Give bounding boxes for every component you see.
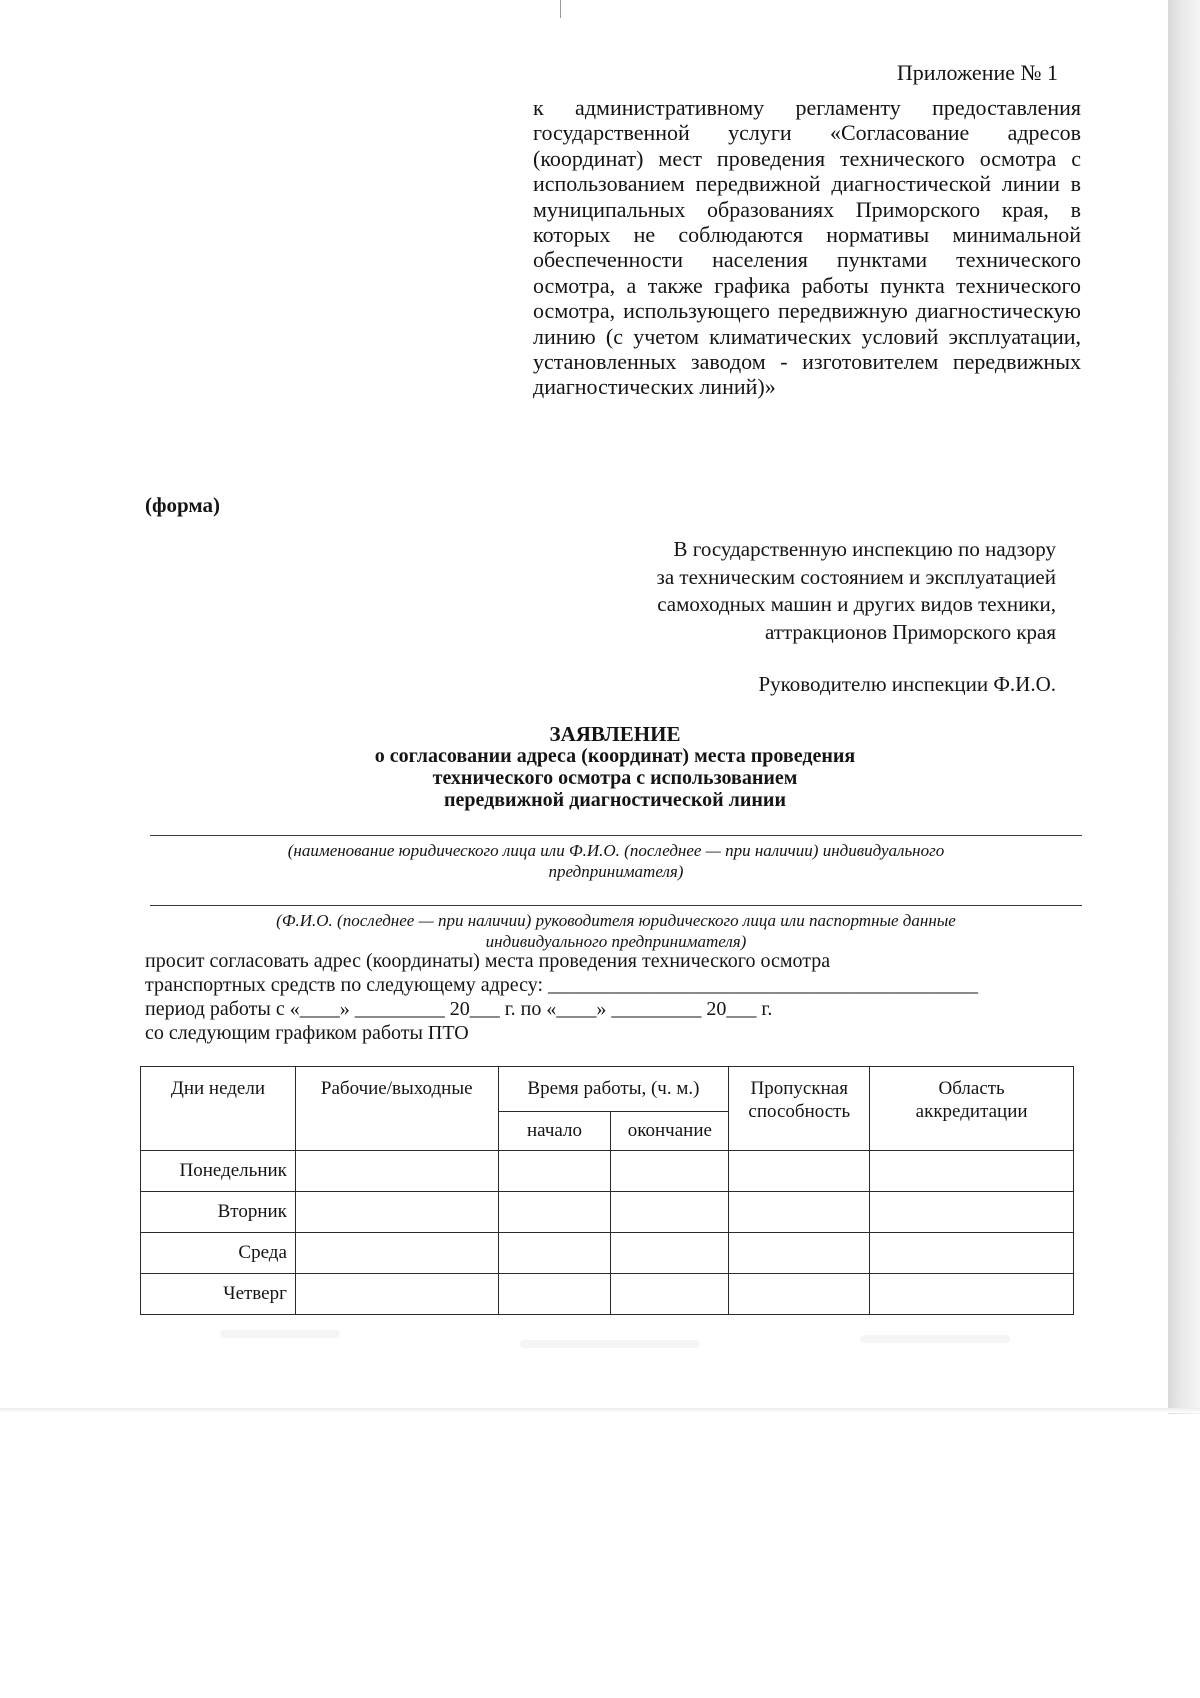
schedule-intro: со следующим графиком работы ПТО: [145, 1022, 469, 1044]
title-main: ЗАЯВЛЕНИЕ: [549, 722, 681, 746]
annex-line: диагностической линии в муниципальных: [533, 171, 1081, 222]
end-cell[interactable]: [611, 1233, 729, 1274]
addressee-line: В государственную инспекцию по надзору: [673, 537, 1056, 561]
annex-line: обеспеченности населения пунктами технического: [533, 247, 1081, 273]
annex-line: установленных заводом - изготовителем: [533, 349, 939, 375]
addressee-line: за техническим состоянием и эксплуатацией: [656, 564, 1056, 589]
scan-noise: [860, 1335, 1010, 1343]
day-cell: Понедельник: [141, 1151, 296, 1192]
capacity-cell[interactable]: [729, 1192, 870, 1233]
addressee-line: аттракционов Приморского края: [765, 619, 1056, 644]
caption-line: (Ф.И.О. (последнее — при наличии) руководителя юридического лица или паспортные данные: [276, 911, 956, 930]
caption-line: индивидуального предпринимателя): [485, 932, 747, 951]
scan-edge-bottom: [0, 1408, 1200, 1413]
annex-line: к административному регламенту предоставления: [533, 95, 1081, 120]
header-workday: Рабочие/выходные: [295, 1067, 498, 1151]
head-caption: [150, 910, 1082, 952]
table-row: [141, 1151, 1074, 1192]
head-line: [150, 905, 1082, 906]
scan-mark: [560, 0, 561, 18]
table-row: [141, 1274, 1074, 1315]
address-line: транспортных средств по следующему адресу: ___________________________________________: [145, 974, 979, 996]
annex-description: [533, 95, 1081, 400]
applicant-caption: [150, 840, 1082, 882]
title-sub: передвижной диагностической линии: [444, 789, 786, 811]
annex-line: технического осмотра, использующего: [533, 272, 1081, 324]
workday-cell[interactable]: [295, 1192, 498, 1233]
accreditation-cell[interactable]: [870, 1151, 1074, 1192]
annex-number: Приложение № 1: [896, 60, 1058, 85]
annex-line: (координат) мест проведения технического: [533, 145, 965, 171]
header-start: начало: [498, 1112, 611, 1151]
document-title: [0, 723, 1200, 811]
addressee-block: [536, 536, 1056, 699]
annex-line: соблюдаются нормативы минимальной: [678, 222, 1081, 248]
day-cell: Среда: [141, 1233, 296, 1274]
header-capacity: [729, 1067, 870, 1151]
start-cell[interactable]: [498, 1192, 611, 1233]
day-cell: Четверг: [141, 1274, 296, 1315]
title-sub: о согласовании адреса (координат) места проведения: [374, 745, 856, 767]
end-cell[interactable]: [611, 1274, 729, 1315]
header-time: Время работы, (ч. м.): [498, 1067, 729, 1112]
scan-noise: [520, 1340, 700, 1348]
schedule-table: [140, 1066, 1074, 1315]
annex-line: передвижных диагностических линий)»: [533, 349, 1081, 400]
header-accreditation-line: Область: [938, 1078, 1005, 1099]
header-accreditation: [870, 1067, 1074, 1151]
accreditation-cell[interactable]: [870, 1274, 1074, 1315]
workday-cell[interactable]: [295, 1151, 498, 1192]
title-sub: технического осмотра с использованием: [432, 767, 798, 789]
header-end: окончание: [611, 1112, 729, 1151]
capacity-cell[interactable]: [729, 1274, 870, 1315]
header-accreditation-line: аккредитации: [915, 1101, 1028, 1122]
scan-noise: [220, 1330, 340, 1338]
scan-edge: [1168, 0, 1200, 1414]
start-cell[interactable]: [498, 1151, 611, 1192]
annex-line: образованиях Приморского края, в которых не: [533, 196, 1082, 248]
end-cell[interactable]: [611, 1151, 729, 1192]
end-cell[interactable]: [611, 1192, 729, 1233]
accreditation-cell[interactable]: [870, 1192, 1074, 1233]
annex-line: климатических условий эксплуатации,: [709, 323, 1082, 349]
header-days: Дни недели: [141, 1067, 296, 1151]
table-row: [141, 1192, 1074, 1233]
annex-line: осмотра, а также графика работы пункта: [533, 272, 945, 298]
start-cell[interactable]: [498, 1233, 611, 1274]
annex-line: государственной услуги «Согласование адресов: [533, 120, 1081, 146]
table-row: [141, 1233, 1074, 1274]
accreditation-cell[interactable]: [870, 1233, 1074, 1274]
addressee-line: самоходных машин и других видов техники,: [657, 592, 1056, 616]
capacity-cell[interactable]: [729, 1151, 870, 1192]
annex-line: передвижную диагностическую линию (с учетом: [533, 298, 1081, 349]
capacity-cell[interactable]: [729, 1233, 870, 1274]
start-cell[interactable]: [498, 1274, 611, 1315]
applicant-line: [150, 835, 1082, 836]
addressee-head: Руководителю инспекции Ф.И.О.: [758, 672, 1056, 696]
day-cell: Вторник: [141, 1192, 296, 1233]
annex-line: осмотра с использованием передвижной: [533, 145, 1082, 197]
workday-cell[interactable]: [295, 1274, 498, 1315]
caption-line: предпринимателя): [548, 862, 684, 881]
header-capacity-line: способность: [748, 1101, 851, 1122]
form-label: (форма): [145, 493, 221, 517]
workday-cell[interactable]: [295, 1233, 498, 1274]
header-capacity-line: Пропускная: [750, 1078, 848, 1099]
period-line: период работы с «____» _________ 20___ г. по «____» _________ 20___ г.: [145, 998, 773, 1020]
caption-line: (наименование юридического лица или Ф.И.О. (последнее — при наличии) индивидуального: [287, 841, 945, 860]
request-line: просит согласовать адрес (координаты) места проведения технического осмотра: [145, 950, 831, 972]
